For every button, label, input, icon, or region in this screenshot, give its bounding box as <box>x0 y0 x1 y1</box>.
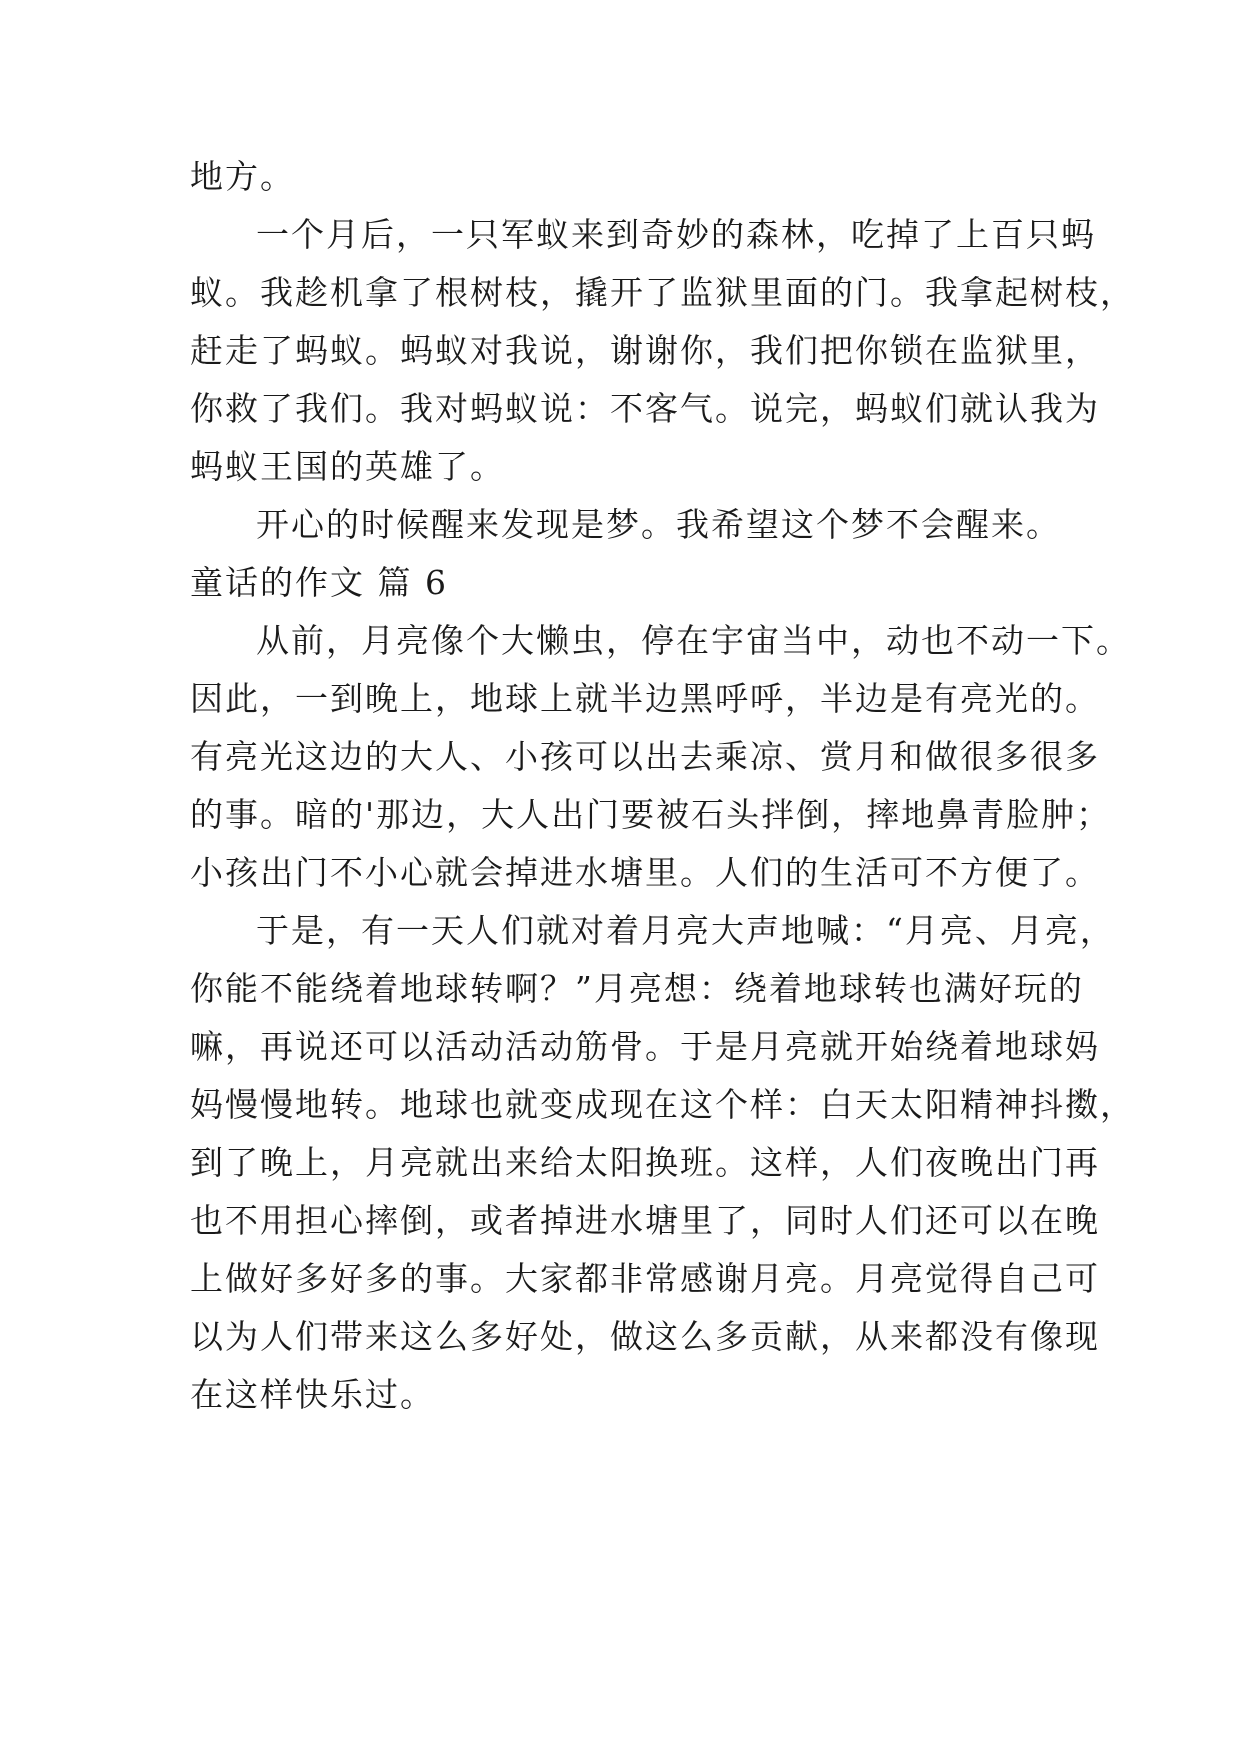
text-line: 妈慢慢地转。地球也就变成现在这个样：白天太阳精神抖擞， <box>190 1085 1135 1124</box>
text-line: 一个月后，一只军蚁来到奇妙的森林，吃掉了上百只蚂 <box>256 215 1096 254</box>
text-line: 的事。暗的'那边，大人出门要被石头拌倒，摔地鼻青脸肿； <box>190 795 1112 834</box>
text-line: 蚁。我趁机拿了根树枝，撬开了监狱里面的门。我拿起树枝， <box>190 273 1135 312</box>
text-line: 在这样快乐过。 <box>190 1375 435 1414</box>
text-line: 你能不能绕着地球转啊？”月亮想：绕着地球转也满好玩的 <box>190 969 1084 1008</box>
text-line: 于是，有一天人们就对着月亮大声地喊：“月亮、月亮， <box>256 911 1115 950</box>
text-line: 也不用担心摔倒，或者掉进水塘里了，同时人们还可以在晚 <box>190 1201 1100 1240</box>
text-line: 开心的时候醒来发现是梦。我希望这个梦不会醒来。 <box>256 505 1061 544</box>
text-line: 从前，月亮像个大懒虫，停在宇宙当中，动也不动一下。 <box>256 621 1131 660</box>
text-line: 上做好多好多的事。大家都非常感谢月亮。月亮觉得自己可 <box>190 1259 1100 1298</box>
text-line: 到了晚上，月亮就出来给太阳换班。这样，人们夜晚出门再 <box>190 1143 1100 1182</box>
text-line: 蚂蚁王国的英雄了。 <box>190 447 505 486</box>
section-heading: 童话的作文 篇 6 <box>190 563 448 602</box>
document-body <box>190 148 1135 1424</box>
text-line: 嘛，再说还可以活动活动筋骨。于是月亮就开始绕着地球妈 <box>190 1027 1100 1066</box>
text-line: 小孩出门不小心就会掉进水塘里。人们的生活可不方便了。 <box>190 853 1100 892</box>
text-line: 地方。 <box>190 157 295 196</box>
text-line: 因此，一到晚上，地球上就半边黑呼呼，半边是有亮光的。 <box>190 679 1100 718</box>
text-line: 有亮光这边的大人、小孩可以出去乘凉、赏月和做很多很多 <box>190 737 1100 776</box>
text-line: 赶走了蚂蚁。蚂蚁对我说，谢谢你，我们把你锁在监狱里， <box>190 331 1100 370</box>
text-line: 你救了我们。我对蚂蚁说：不客气。说完，蚂蚁们就认我为 <box>190 389 1100 428</box>
text-line: 以为人们带来这么多好处，做这么多贡献，从来都没有像现 <box>190 1317 1100 1356</box>
